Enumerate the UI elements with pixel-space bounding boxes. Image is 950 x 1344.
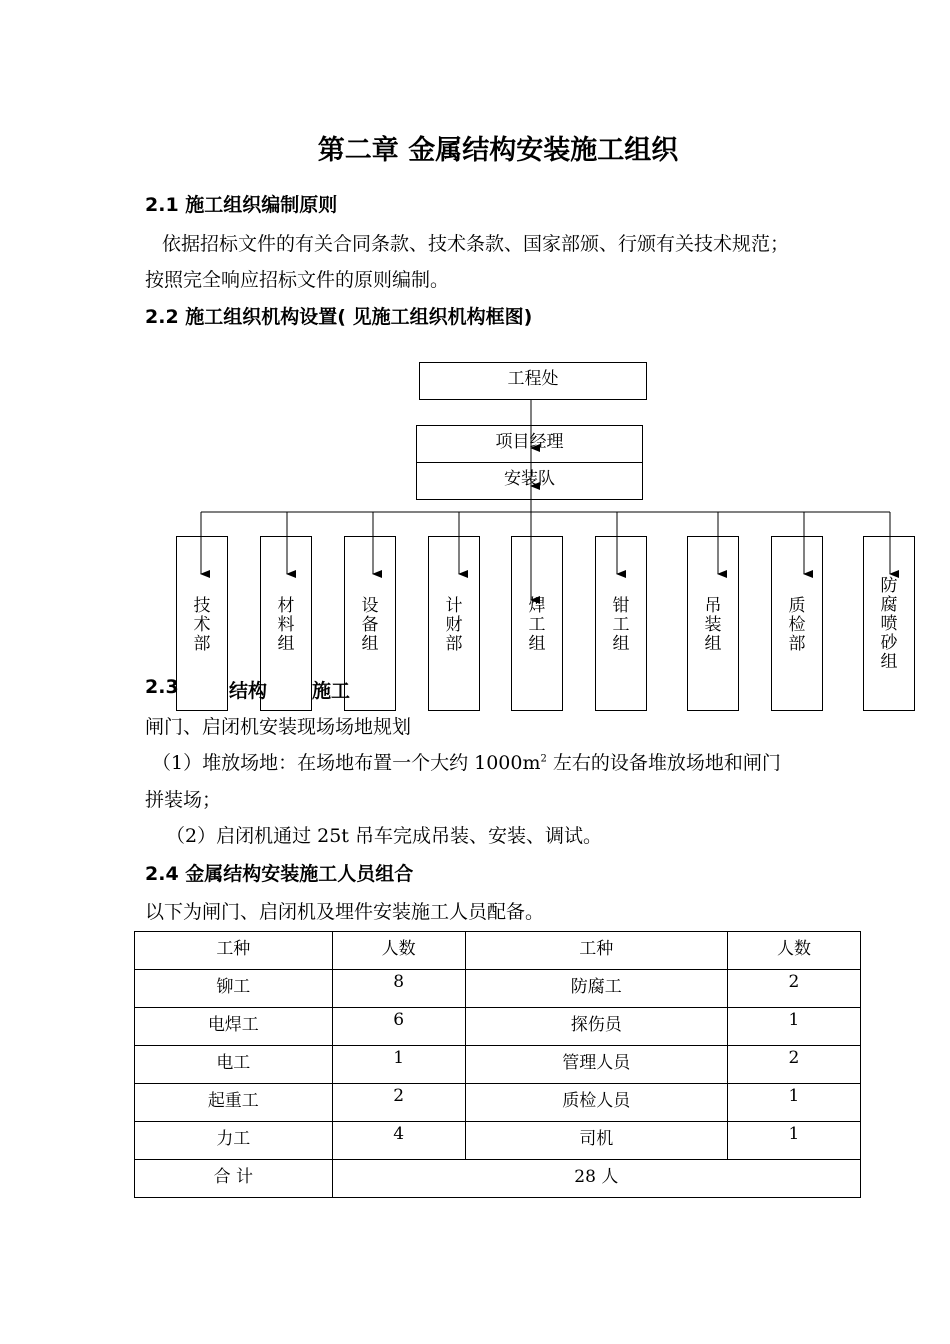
item1-superscript: 2	[540, 753, 547, 765]
dept-char: 组	[612, 634, 630, 654]
dept-char: 材	[277, 596, 295, 616]
dept-char: 技	[193, 596, 211, 616]
org-box-team	[416, 462, 643, 500]
table-cell: 质检人员	[465, 1084, 727, 1122]
dept-char: 检	[788, 615, 806, 635]
dept-char: 部	[788, 634, 806, 654]
org-dept-box	[428, 536, 480, 711]
dept-char: 喷	[880, 614, 898, 634]
dept-char: 工	[612, 615, 630, 635]
section-2-3-heading-num: 2.3	[145, 676, 179, 698]
dept-char: 组	[880, 652, 898, 672]
table-cell: 电焊工	[135, 1008, 333, 1046]
table-header-row	[135, 932, 861, 970]
table-cell: 防腐工	[465, 970, 727, 1008]
table-cell: 2	[727, 970, 860, 1008]
dept-char: 设	[361, 596, 379, 616]
table-cell: 电工	[135, 1046, 333, 1084]
section-2-3-heading-part: 结构	[229, 680, 268, 702]
table-cell: 1	[727, 1122, 860, 1160]
dept-char: 部	[193, 634, 211, 654]
org-box-manager-label: 项目经理	[495, 432, 564, 452]
org-dept-box	[687, 536, 739, 711]
table-cell: 4	[332, 1122, 465, 1160]
section-2-3-intro: 闸门、启闭机安装现场场地规划	[145, 716, 412, 738]
page-title: 第二章 金属结构安装施工组织	[317, 135, 679, 166]
table-cell: 力工	[135, 1122, 333, 1160]
org-box-top	[419, 362, 647, 400]
dept-char: 部	[445, 634, 463, 654]
table-total-value: 28 人	[332, 1160, 860, 1198]
staff-table	[134, 931, 861, 1198]
section-2-4-heading: 2.4 金属结构安装施工人员组合	[145, 863, 414, 885]
table-cell: 起重工	[135, 1084, 333, 1122]
dept-char: 防	[880, 576, 898, 596]
table-cell: 管理人员	[465, 1046, 727, 1084]
dept-char: 钳	[612, 596, 630, 616]
dept-char: 备	[361, 615, 379, 635]
org-chart	[0, 350, 950, 720]
table-row	[135, 1084, 861, 1122]
dept-char: 组	[277, 634, 295, 654]
section-2-1-line1: 依据招标文件的有关合同条款、技术条款、国家部颁、行颁有关技术规范；	[162, 233, 790, 255]
section-2-1-line2: 按照完全响应招标文件的原则编制。	[145, 269, 450, 291]
table-cell: 1	[727, 1008, 860, 1046]
dept-char: 吊	[704, 596, 722, 616]
section-2-1-heading: 2.1 施工组织编制原则	[145, 194, 338, 216]
table-total-label: 合 计	[135, 1160, 333, 1198]
dept-char: 砂	[880, 633, 898, 653]
org-dept-box	[260, 536, 312, 711]
table-cell: 6	[332, 1008, 465, 1046]
section-2-2-heading: 2.2 施工组织机构设置( 见施工组织机构框图)	[145, 306, 533, 328]
item1-text-cont: 左右的设备堆放场地和闸门	[546, 752, 781, 774]
section-2-3-item1-cont: 拼装场；	[145, 789, 222, 811]
org-dept-box	[771, 536, 823, 711]
dept-char: 财	[445, 615, 463, 635]
section-2-3-item2: （2）启闭机通过 25t 吊车完成吊装、安装、调试。	[166, 825, 602, 847]
table-row	[135, 1008, 861, 1046]
table-row	[135, 1046, 861, 1084]
org-dept-box	[511, 536, 563, 711]
org-dept-box	[176, 536, 228, 711]
table-row	[135, 1122, 861, 1160]
dept-char: 工	[528, 615, 546, 635]
table-cell: 铆工	[135, 970, 333, 1008]
dept-char: 组	[361, 634, 379, 654]
table-cell: 探伤员	[465, 1008, 727, 1046]
dept-char: 计	[445, 596, 463, 616]
dept-char: 焊	[528, 596, 546, 616]
table-header-cell: 工种	[135, 932, 333, 970]
dept-char: 料	[277, 615, 295, 635]
table-row	[135, 970, 861, 1008]
table-cell: 司机	[465, 1122, 727, 1160]
table-header-cell: 人数	[727, 932, 860, 970]
table-header-cell: 工种	[465, 932, 727, 970]
table-header-cell: 人数	[332, 932, 465, 970]
org-dept-box	[863, 536, 915, 711]
dept-char: 组	[528, 634, 546, 654]
dept-char: 装	[704, 615, 722, 635]
table-cell: 8	[332, 970, 465, 1008]
org-box-team-label: 安装队	[504, 469, 555, 489]
org-dept-box	[595, 536, 647, 711]
table-cell: 1	[727, 1084, 860, 1122]
org-box-manager	[416, 425, 643, 463]
dept-char: 质	[788, 596, 806, 616]
org-box-top-label: 工程处	[507, 369, 559, 389]
table-cell: 2	[727, 1046, 860, 1084]
dept-char: 术	[193, 615, 211, 635]
dept-char: 腐	[880, 595, 898, 615]
org-dept-box	[344, 536, 396, 711]
section-2-3-heading-part: 施工	[312, 680, 351, 702]
section-2-3-item1	[152, 748, 781, 775]
item1-text: （1）堆放场地：在场地布置一个大约 1000m	[152, 752, 541, 774]
table-total-row	[135, 1160, 861, 1198]
dept-char: 组	[704, 634, 722, 654]
section-2-4-intro: 以下为闸门、启闭机及埋件安装施工人员配备。	[145, 901, 545, 923]
table-cell: 2	[332, 1084, 465, 1122]
table-cell: 1	[332, 1046, 465, 1084]
